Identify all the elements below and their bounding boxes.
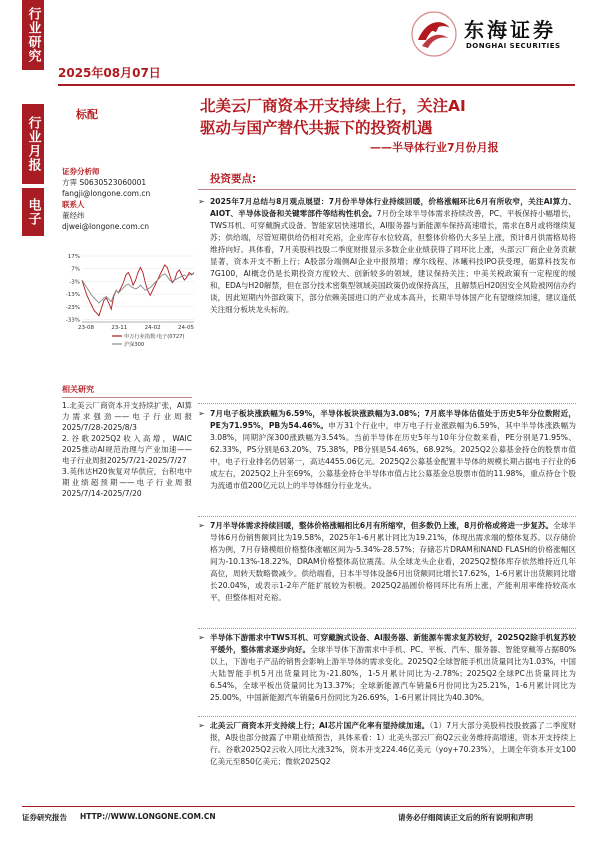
series-line-1 bbox=[82, 265, 194, 316]
performance-chart-svg bbox=[58, 250, 198, 370]
contact-heading: 联系人 bbox=[62, 200, 85, 209]
analyst-block bbox=[62, 166, 192, 232]
performance-chart bbox=[58, 250, 198, 370]
bullet-3-text: 全球半导体6月份销售额同比为19.58%，2025年1-6月累计同比为19.21%，体现出需求端的整体复苏。以存储价格为例，7月存储模组价格整体涨幅区间为-5.34%-28.57%；存储芯片DRAM和NAND FLASH的价格涨幅区间为-10.13%-18.22%，DRAM价格整体高位震荡。从全球龙头企业看，2025Q2整体库存依然维持近几年高位，周转天数略微减少。供给端看，日本半导体设备6月出货额同比增长17.62%，1-6月累计出货额同比增长20.04%，或表示1-2年产能扩展较为积极。2025Q2晶圆价格同环比有所上涨，产能利用率维持较高水平，但整体相对充裕。 bbox=[210, 521, 576, 602]
report-type-tab: 行业月报 bbox=[22, 104, 44, 184]
bullet-1-text: 7月份全球半导体需求持续改善，PC、平板保持小幅增长，TWS耳机、可穿戴腕式设备、智能家居快速增长，AI服务器与新能源车保持高速增长，需求在8月或将继续复苏；供给端，尽管短期供给仍相对充裕，企业库存水位较高，但整体价格仍大多呈上涨，预计8月供需格局将维持向好。具体看，7月美股科技股二季度财报显示多数企业业绩获得了同环比上涨，头部云厂商企业务贡献显著，资本开支不断上行；A股部分端侧AI企业中报预增；摩尔线程、沐曦科技IPO获受理，砺算科技发布7G100，AI概念仍是长期投资方度较大、创新较多的领域，建议保持关注；中美关税政策有一定程度的缓和，EDA与H20解禁，但在部分技术密集型领域美国政策仍或保持高压，且解禁后H20因安全风险被网信办约谈，因此短期内外部政策下，部分依赖美国进口的产业成本高升，长期半导体国产化有望继续加速，建议逢低关注细分板块龙头标的。 bbox=[210, 209, 576, 314]
bullet-icon: ➢ bbox=[198, 633, 205, 642]
y-tick-label: -3% bbox=[69, 279, 80, 286]
top-divider bbox=[58, 84, 575, 86]
related-item[interactable]: 1.北美云厂商资本开支持续扩张，AI算力需求强劲——电子行业周报2025/7/28-2025/8/3 bbox=[62, 401, 192, 432]
analyst-email: fangji@longone.com.cn bbox=[62, 189, 151, 198]
logo-cn-text: 东海证券 bbox=[464, 18, 556, 42]
bullet-divider bbox=[198, 716, 576, 717]
x-tick-label: 23-11 bbox=[111, 325, 128, 331]
contact-name: 董经纬 bbox=[62, 211, 85, 220]
footer-url[interactable]: HTTP://WWW.LONGONE.COM.CN bbox=[80, 812, 216, 821]
series-line-2 bbox=[82, 274, 194, 303]
x-tick-label: 24-02 bbox=[144, 325, 161, 331]
bullet-divider bbox=[198, 628, 576, 629]
bullet-2-bold: 7月电子板块涨跌幅为6.59%，半导体板块涨跌幅为3.08%；7月底半导体估值处于历史5年分位数附近，PE为71.95%，PB为54.46%。 bbox=[210, 409, 576, 430]
investment-heading: 投资要点: bbox=[210, 173, 257, 185]
category-tab: 行业研究 bbox=[22, 0, 44, 70]
title-line-1: 北美云厂商资本开支持续上行，关注AI bbox=[200, 97, 466, 115]
y-tick-label: 17% bbox=[67, 254, 80, 260]
logo-en-text: DONGHAI SECURITIES bbox=[466, 42, 561, 50]
investment-divider bbox=[198, 189, 576, 190]
bullet-5-text: （1）7月大部分美股科技股披露了二季度财报，A股也部分披露了中期业绩预告，具体来看：1）北美头部云厂商Q2云业务维持高增速，资本开支持续上行。谷歌2025Q2云收入同比大涨32%，资本开支224.46亿美元（yoy+70.23%），上调全年资本开支100亿美元至850亿美元；微软2025Q2 bbox=[210, 721, 576, 766]
footer-label: 证券研究报告 bbox=[22, 813, 67, 822]
sector-tab: 电子 bbox=[22, 188, 44, 236]
company-logo bbox=[410, 10, 580, 60]
y-tick-label: -33% bbox=[65, 317, 80, 324]
bullet-divider bbox=[198, 516, 576, 517]
footer-divider bbox=[22, 806, 575, 807]
investment-bullet-1 bbox=[198, 196, 576, 316]
bullet-icon: ➢ bbox=[198, 521, 205, 530]
analyst-heading: 证券分析师 bbox=[62, 167, 100, 176]
related-research bbox=[62, 384, 192, 499]
bullet-divider bbox=[198, 403, 576, 404]
report-date: 2025年08月07日 bbox=[58, 66, 161, 80]
rating-label: 标配 bbox=[76, 108, 98, 121]
logo-emblem-icon bbox=[410, 10, 458, 58]
title-line-2: 驱动与国产替代共振下的投资机遇 bbox=[200, 119, 433, 137]
x-tick-label: 24-05 bbox=[178, 325, 194, 331]
report-subtitle: ——半导体行业7月份月报 bbox=[370, 141, 499, 154]
bullet-icon: ➢ bbox=[198, 197, 205, 206]
legend-label: 申万行业指数:电子(0727) bbox=[124, 334, 185, 340]
bullet-icon: ➢ bbox=[198, 721, 205, 730]
analyst-name: 方霁 S0630523060001 bbox=[62, 178, 147, 187]
related-heading: 相关研究 bbox=[62, 385, 94, 394]
bullet-2-text: 申万31个行业中，申万电子行业涨跌幅为6.59%，其中半导体涨跌幅为3.08%，同期沪深300涨跌幅为3.54%。当前半导体在历史5年与10年分位数来看，PE分别是71.95%、62.33%，PS分别是63.20%、75.38%，PB分别是54.46%、68.92%。2025Q2公募基金持仓的股票市值中，电子行业排名仍居第一，高达4455.06亿元。2025Q2公募基金配置半导体的规模长期占据电子行业的6成左右，2025Q2上升至69%，公募基金持仓半导体市值占比公募基金总股票市值的11.98%，重点持仓个股为流通市值200亿元以上的半导体细分行业龙头。 bbox=[210, 421, 576, 490]
y-tick-label: -23% bbox=[65, 304, 80, 311]
bullet-icon: ➢ bbox=[198, 409, 205, 418]
y-tick-label: -13% bbox=[65, 292, 80, 299]
bullet-1-bold: 2025年7月总结与8月观点展望：7月份半导体行业持续回暖，价格涨幅环比6月有所收窄，关注AI算力、AIOT、半导体设备和关键零部件等结构性机会。 bbox=[210, 197, 576, 218]
bullet-3-bold: 7月半导体需求持续回暖，整体价格涨幅相比6月有所缩窄，但多数仍上涨，8月价格或将进一步复苏。 bbox=[210, 521, 554, 530]
investment-bullet-5 bbox=[198, 720, 576, 792]
investment-bullet-3 bbox=[198, 520, 576, 604]
investment-bullet-4 bbox=[198, 632, 576, 704]
investment-bullet-2 bbox=[198, 408, 576, 492]
contact-email: djwei@longone.com.cn bbox=[62, 222, 149, 231]
bullet-5-bold: 北美云厂商资本开支持续上行；AI芯片国产化率有望持续加速。 bbox=[210, 721, 430, 730]
report-title bbox=[200, 95, 580, 139]
bullet-4-text: 全球半导体下游需求中手机、PC、平板、汽车、服务器、智能穿戴等占据80%以上，下游电子产品的销售会影响上游半导体的需求变化。2025Q2全球智能手机出货量同比为1.03%，中国大陆智能手机5月出货量同比为-21.80%，1-5月累计同比为-2.78%；2025Q2全球PC出货量同比为6.54%，全球平板出货量同比为13.37%；全球新能源汽车销量6月份同比为25.21%，1-6月累计同比为25.00%，中国新能源汽车销量6月份同比为26.69%，1-6月累计同比为40.30%。 bbox=[210, 645, 576, 702]
footer-disclaimer: 请务必仔细阅读正文后的所有说明和声明 bbox=[398, 813, 533, 822]
related-item[interactable]: 2.谷歌2025Q2收入高增，WAIC 2025推动AI规范治理与产业加速——电子行业周报2025/7/21-2025/7/27 bbox=[62, 434, 192, 465]
y-tick-label: 7% bbox=[71, 266, 80, 273]
bullet-4-bold: 半导体下游需求中TWS耳机、可穿戴腕式设备、AI服务器、新能源车需求复苏较好，2025Q2除手机复苏较平缓外，整体需求逐步向好。 bbox=[210, 633, 576, 654]
related-item[interactable]: 3.英伟达H20恢复对华供应，台积电中期业绩超预期——电子行业周报2025/7/14-2025/7/20 bbox=[62, 467, 192, 498]
related-divider bbox=[62, 397, 192, 398]
legend-label: 沪深300 bbox=[124, 342, 145, 348]
x-tick-label: 23-08 bbox=[78, 325, 94, 331]
